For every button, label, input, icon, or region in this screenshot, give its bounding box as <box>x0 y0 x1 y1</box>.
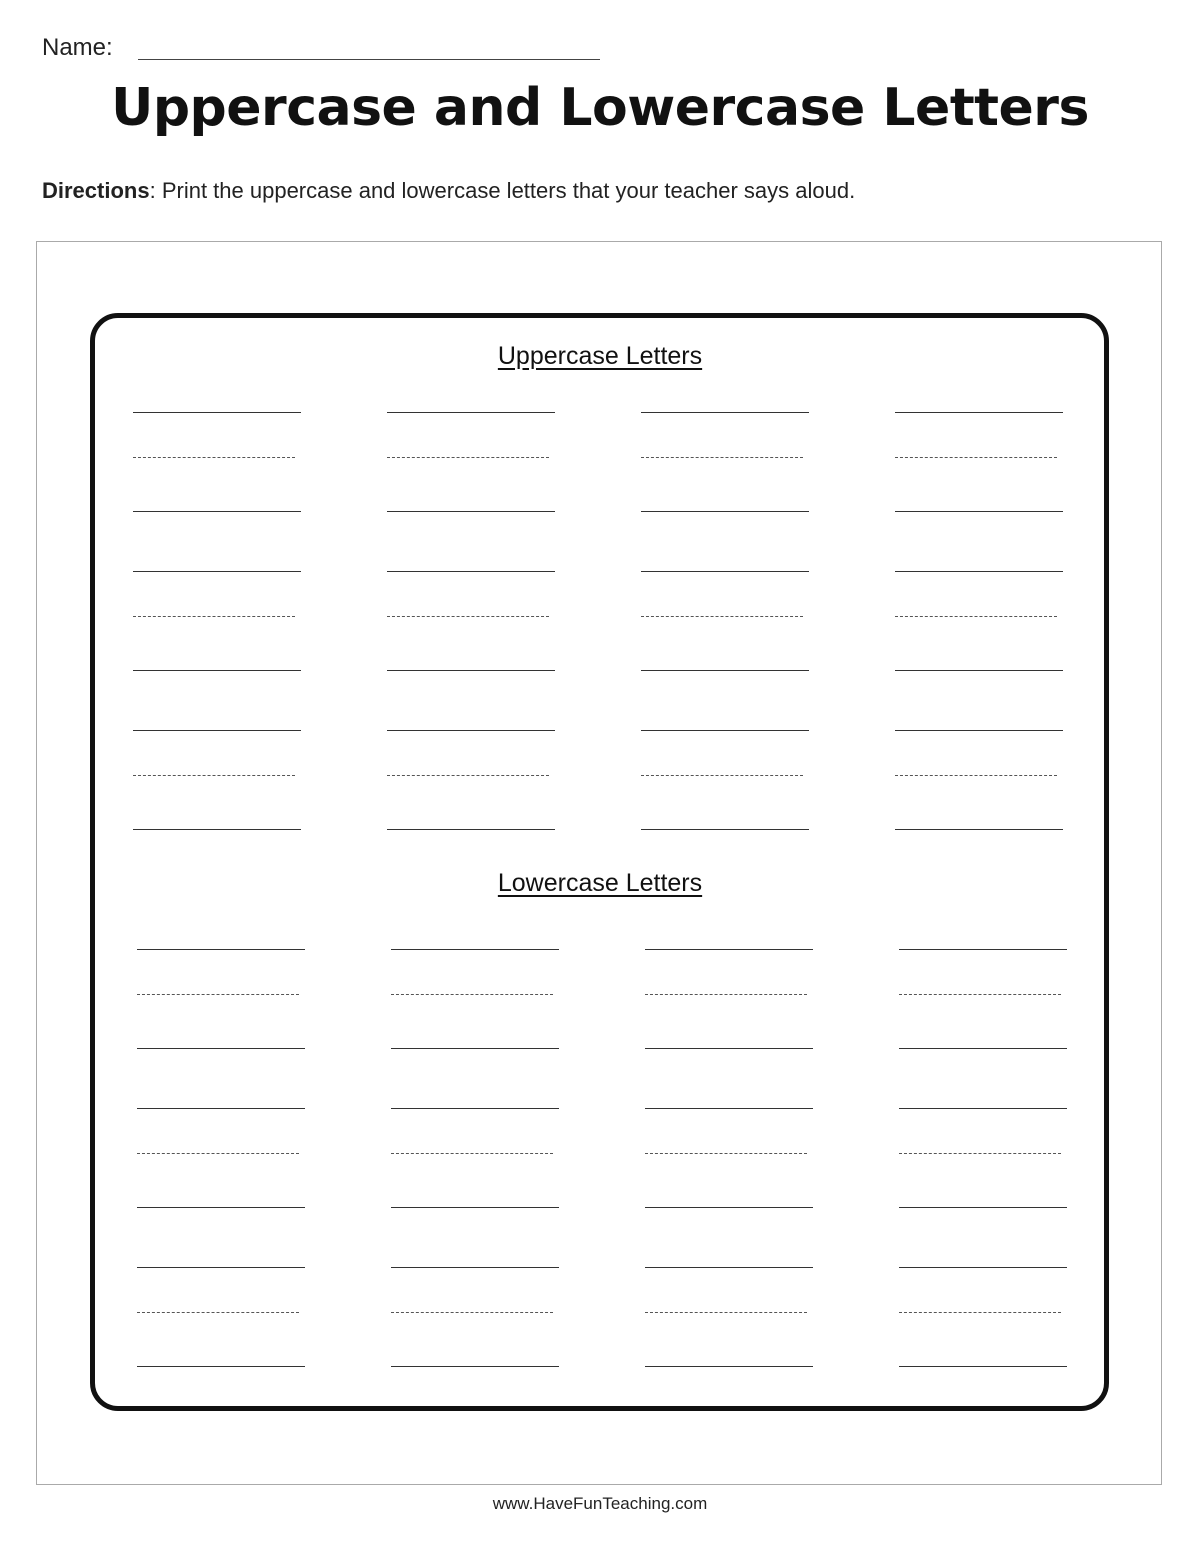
writing-base-line[interactable] <box>387 670 555 671</box>
writing-mid-line[interactable] <box>133 775 295 776</box>
writing-mid-line[interactable] <box>391 1312 553 1313</box>
writing-top-line[interactable] <box>391 949 559 950</box>
writing-top-line[interactable] <box>641 730 809 731</box>
writing-base-line[interactable] <box>391 1048 559 1049</box>
writing-base-line[interactable] <box>899 1366 1067 1367</box>
writing-mid-line[interactable] <box>899 1312 1061 1313</box>
writing-top-line[interactable] <box>899 1267 1067 1268</box>
writing-top-line[interactable] <box>899 1108 1067 1109</box>
writing-mid-line[interactable] <box>895 775 1057 776</box>
writing-base-line[interactable] <box>133 829 301 830</box>
writing-base-line[interactable] <box>895 511 1063 512</box>
writing-top-line[interactable] <box>645 1108 813 1109</box>
name-line[interactable] <box>138 59 600 60</box>
writing-base-line[interactable] <box>387 511 555 512</box>
writing-top-line[interactable] <box>137 1267 305 1268</box>
writing-mid-line[interactable] <box>895 616 1057 617</box>
writing-mid-line[interactable] <box>391 1153 553 1154</box>
writing-mid-line[interactable] <box>137 994 299 995</box>
writing-mid-line[interactable] <box>641 775 803 776</box>
writing-top-line[interactable] <box>895 571 1063 572</box>
writing-top-line[interactable] <box>387 412 555 413</box>
writing-mid-line[interactable] <box>899 1153 1061 1154</box>
writing-base-line[interactable] <box>645 1207 813 1208</box>
writing-top-line[interactable] <box>387 730 555 731</box>
lowercase-heading: Lowercase Letters <box>497 869 703 897</box>
directions-text: : Print the uppercase and lowercase letters that your teacher says aloud. <box>149 178 856 203</box>
writing-base-line[interactable] <box>645 1366 813 1367</box>
worksheet-title: Uppercase and Lowercase Letters <box>111 78 1089 138</box>
writing-base-line[interactable] <box>895 829 1063 830</box>
writing-base-line[interactable] <box>137 1048 305 1049</box>
writing-mid-line[interactable] <box>641 457 803 458</box>
writing-top-line[interactable] <box>391 1108 559 1109</box>
writing-base-line[interactable] <box>137 1207 305 1208</box>
writing-box <box>90 313 1109 1411</box>
writing-base-line[interactable] <box>133 670 301 671</box>
writing-mid-line[interactable] <box>645 1153 807 1154</box>
directions <box>42 178 855 204</box>
directions-label: Directions <box>42 178 150 203</box>
writing-top-line[interactable] <box>133 730 301 731</box>
writing-mid-line[interactable] <box>137 1312 299 1313</box>
writing-base-line[interactable] <box>645 1048 813 1049</box>
writing-base-line[interactable] <box>895 670 1063 671</box>
writing-base-line[interactable] <box>387 829 555 830</box>
writing-top-line[interactable] <box>133 412 301 413</box>
writing-top-line[interactable] <box>895 412 1063 413</box>
writing-mid-line[interactable] <box>387 775 549 776</box>
writing-mid-line[interactable] <box>895 457 1057 458</box>
writing-top-line[interactable] <box>137 949 305 950</box>
footer-url: www.HaveFunTeaching.com <box>492 1494 708 1513</box>
writing-mid-line[interactable] <box>641 616 803 617</box>
writing-base-line[interactable] <box>899 1048 1067 1049</box>
writing-base-line[interactable] <box>391 1207 559 1208</box>
writing-top-line[interactable] <box>899 949 1067 950</box>
writing-top-line[interactable] <box>137 1108 305 1109</box>
writing-top-line[interactable] <box>641 412 809 413</box>
writing-mid-line[interactable] <box>645 1312 807 1313</box>
writing-top-line[interactable] <box>895 730 1063 731</box>
writing-top-line[interactable] <box>645 949 813 950</box>
writing-base-line[interactable] <box>641 511 809 512</box>
writing-base-line[interactable] <box>641 829 809 830</box>
writing-mid-line[interactable] <box>133 616 295 617</box>
writing-base-line[interactable] <box>641 670 809 671</box>
writing-top-line[interactable] <box>641 571 809 572</box>
name-label: Name: <box>42 34 113 61</box>
writing-top-line[interactable] <box>391 1267 559 1268</box>
writing-mid-line[interactable] <box>137 1153 299 1154</box>
uppercase-heading: Uppercase Letters <box>497 342 703 370</box>
writing-base-line[interactable] <box>137 1366 305 1367</box>
writing-mid-line[interactable] <box>391 994 553 995</box>
writing-top-line[interactable] <box>133 571 301 572</box>
writing-mid-line[interactable] <box>645 994 807 995</box>
writing-mid-line[interactable] <box>133 457 295 458</box>
writing-mid-line[interactable] <box>899 994 1061 995</box>
writing-mid-line[interactable] <box>387 457 549 458</box>
writing-base-line[interactable] <box>133 511 301 512</box>
writing-top-line[interactable] <box>645 1267 813 1268</box>
writing-mid-line[interactable] <box>387 616 549 617</box>
writing-top-line[interactable] <box>387 571 555 572</box>
writing-base-line[interactable] <box>391 1366 559 1367</box>
writing-base-line[interactable] <box>899 1207 1067 1208</box>
